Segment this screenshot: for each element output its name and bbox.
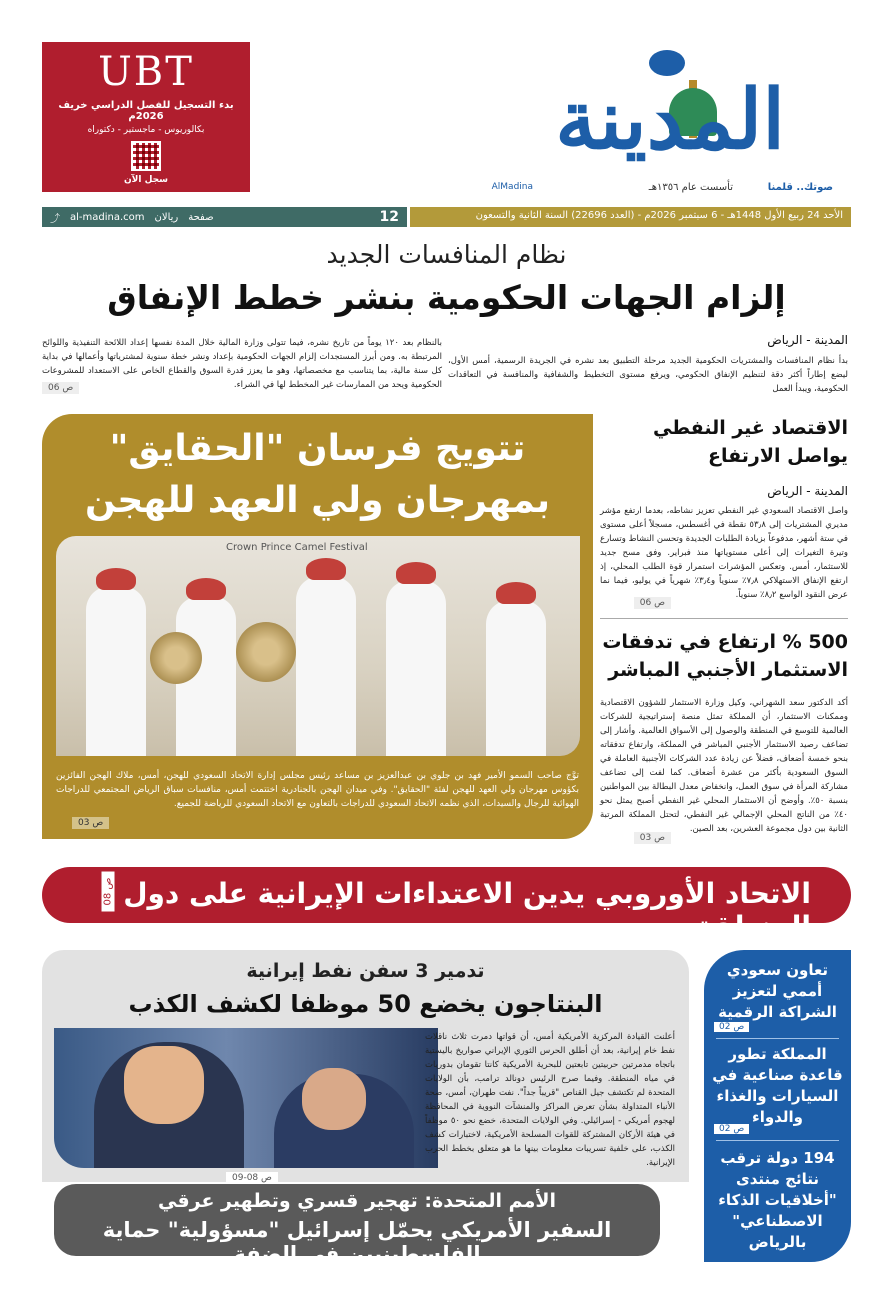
brief-item[interactable]: المملكة تطور قاعدة صناعية في السيارات والغذاء والدواء — [712, 1045, 843, 1126]
iran-body: أعلنت القيادة المركزية الأمريكية أمس، أن قواتها دمرت ثلاث ناقلات نفط خام إيرانية، بعد أن أطلق الحرس الثوري الإيراني صواريخ باليستية باتجاه مدمرتين حربيتين تابعتين للبحرية الأمريكية كانتا تقومان بدوريات في مياه المنطقة. وفيما صرح الرئيس دونالد ترامب، بأن الولايات المتحدة لم تكتشف جيل القناص "قريباً جداً". نفت طهران، أمس، صحة الأنباء المتداولة بشأن تعرض المراكز والمنشآت النووية في المحافظة لهجوم أمريكي - إسرائيلي. وفي الولايات المتحدة، خضع نحو ٥٠ موظفاً في هيئة الأركان المشتركة للقوات المسلحة الأمريكية، لاختبارات كشف الكذب، على خلفية تسريبات معلومات بينها ما هو متعلق بخطط الحرب الإيرانية. — [425, 1032, 675, 1168]
camel-headline-1: تتويج فرسان "الحقايق" — [109, 428, 526, 469]
info-bar — [42, 207, 407, 227]
tagline: صوتك.. قلمنا — [767, 182, 833, 193]
ad-degrees: بكالوريوس - ماجستير - دكتوراه — [87, 125, 205, 135]
person — [486, 600, 546, 756]
share-icon: ⤴ — [50, 213, 60, 225]
lead-column-1: بدأ نظام المنافسات والمشتريات الحكومية الجديد مرحلة التطبيق بعد نشره في الجريدة الرسمية، أمس الأول، ليضع إطاراً أكثر دقة لتنظيم الإنفاق الحكومي، ويرفع مستوى التخطيط والشفافية والمنافسة في التعاقدات الحكومية، ويبدأ العمل — [448, 356, 848, 394]
side1-headline[interactable]: الاقتصاد غير النفطي يواصل الارتفاع — [652, 417, 848, 467]
ubt-advertisement[interactable] — [42, 42, 250, 192]
face — [124, 1046, 204, 1124]
shemagh — [186, 578, 226, 600]
lead-page-ref[interactable]: ص 06 — [42, 382, 79, 394]
newspaper-logo — [465, 40, 835, 190]
shemagh — [96, 568, 136, 590]
un-kicker: الأمم المتحدة: تهجير قسري وتطهير عرقي — [157, 1190, 556, 1212]
camel-page-ref[interactable]: ص 03 — [72, 817, 109, 829]
brief-item[interactable]: تعاون سعودي أممي لتعزيز الشراكة الرقمية — [718, 961, 837, 1021]
iran-kicker: تدمير 3 سفن نفط إيرانية — [246, 960, 485, 982]
shemagh — [496, 582, 536, 604]
trophy-icon — [236, 622, 296, 682]
ad-headline: بدء التسجيل للفصل الدراسي خريف 2026م — [58, 100, 234, 122]
person — [296, 576, 356, 756]
divider — [716, 1038, 839, 1039]
side2-page-ref[interactable]: ص 03 — [634, 832, 671, 844]
festival-banner: Crown Prince Camel Festival — [226, 542, 368, 553]
brief-item[interactable]: 194 دولة ترقب نتائج منتدى "أخلاقيات الذكاء الاصطناعي" بالرياض — [718, 1149, 837, 1251]
divider — [716, 1140, 839, 1141]
pages-label: صفحة — [188, 211, 214, 223]
un-headline: السفير الأمريكي يحمّل إسرائيل "مسؤولية" حماية الفلسطينيين في الضفة — [102, 1218, 612, 1266]
side1-body: واصل الاقتصاد السعودي غير النفطي تعزيز نشاطه، بعدما ارتفع مؤشر مديري المشتريات إلى ٥٣٫٨ نقطة في أغسطس، مسجلاً أعلى مستوى في ستة أشهر، مدفوعاً بزيادة الطلبات الجديدة وتحسن النشاط وتسارع وتيرة التغيرات إلى أعلى مستوياتها منذ فبراير. وفق مسح جديد للاستثمار، أمس. وتعكس المؤشرات استمرار قوة الطلب المحلي، إذ ارتفع الإنفاق الاستهلاكي ٧٫٨٪ سنوياً و٣٫٤٪ شهرياً في يوليو، فيما نما عرض النقود الواسع ٨٫٢٪ سنوياً. — [600, 506, 848, 600]
founded-date: تأسست عام ١٣٥٦هـ — [648, 182, 733, 193]
divider — [600, 618, 848, 619]
shemagh — [306, 558, 346, 580]
dateline: الأحد 24 ربيع الأول 1448هـ - 6 سبتمبر 2026م - (العدد 22696) السنة الثانية والتسعون — [410, 207, 851, 227]
ad-cta: سجل الآن — [124, 175, 168, 185]
side1-page-ref[interactable]: ص 06 — [634, 597, 671, 609]
camel-caption: توَّج صاحب السمو الأمير فهد بن جلوي بن عبدالعزيز بن مساعد رئيس مجلس إدارة الاتحاد السعودي للهجن، أمس، ملاك الهجن الفائزين بكؤوس مهرجان ولي العهد للهجن لفئة "الحقايق". وفي ميدان الهجن بالجنادرية اختتمت أمس، منافسات سباق الرياض المجتمعي للدراجات الهوائية للرجال والسيدات، الذي نظمه الاتحاد السعودي للدراجات بالتعاون مع الاتحاد السعودي للرياضة للجميع. — [56, 771, 579, 809]
lead-headline[interactable]: إلزام الجهات الحكومية بنشر خطط الإنفاق — [107, 278, 786, 317]
iran-page-ref[interactable]: ص 08-09 — [226, 1172, 278, 1184]
brief-page-ref[interactable]: ص 02 — [714, 1124, 749, 1134]
lead-column-2: بالنظام بعد ١٢٠ يوماً من تاريخ نشره، فيما تتولى وزارة المالية خلال المدة نفسها إعداد اللائحة التنفيذية واللوائح المرتبطة به. ومن أبرز المستجدات إلزام الجهات الحكومية بإعداد ونشر خطة سنوية لمشترياتها وأعمالها في بداية كل سنة مالية، بما يتناسب مع مخصصاتها، وهو ما يعزز قدرة السوق والقطاع الخاص على الاستعداد للمشروعات الحكومية ويحد من الممارسات غير المخطط لها في الشراء. — [42, 338, 442, 390]
person — [86, 586, 146, 756]
eu-headline-banner[interactable] — [42, 867, 851, 943]
un-story[interactable] — [54, 1184, 660, 1266]
logo-latin: AlMadina — [491, 182, 533, 192]
pages-count: 12 — [379, 209, 399, 225]
lead-byline: المدينة - الرياض — [767, 333, 848, 347]
side1-byline: المدينة - الرياض — [767, 484, 848, 498]
qr-code-icon — [131, 141, 161, 171]
logo-wordmark: المدينة — [555, 72, 785, 168]
officials-photo — [54, 1028, 438, 1168]
side2-headline[interactable]: 500 % ارتفاع في تدفقات الاستثمار الأجنبي المباشر — [602, 631, 848, 681]
price: ريالان — [154, 211, 179, 223]
lead-kicker: نظام المنافسات الجديد — [326, 240, 567, 269]
trophy-icon — [150, 632, 202, 684]
side2-body: أكد الدكتور سعد الشهراني، وكيل وزارة الاستثمار للشؤون الاقتصادية وممكنات الاستثمار، أن المملكة تمثل منصة إستراتيجية للشركات العالمية للتوسع في المنطقة والوصول إلى الأسواق العالمية. وأشار إلى تضاعف رصيد الاستثمار الأجنبي المباشر في المملكة، وارتفاع تدفقاته بنحو خمسة أضعاف، فضلاً عن زيادة عدد الشركات الأجنبية العاملة في السوق السعودية بأكثر من عشرة أضعاف. كما لفت إلى تضاعف مشاركة المرأة في سوق العمل، وانخفاض معدل البطالة بين المواطنين بنسبة ٥٠٪. وأوضح أن الاستثمار المحلي غير النفطي أصبح يمثل نحو ٤٠٪ من الناتج المحلي الإجمالي غير النفطي، لتحتل المملكة المرتبة الثانية بين دول مجموعة العشرين، بعد الصين. — [600, 698, 848, 834]
camel-festival-photo — [56, 536, 580, 756]
shemagh — [396, 562, 436, 584]
iran-headline: البنتاجون يخضع 50 موظفا لكشف الكذب — [128, 990, 603, 1018]
face — [302, 1068, 366, 1130]
briefs-box — [704, 950, 851, 1262]
website[interactable]: al-madina.com — [70, 211, 145, 223]
brief-page-ref[interactable]: ص 02 — [714, 1022, 749, 1032]
camel-headline-2: بمهرجان ولي العهد للهجن — [85, 480, 550, 521]
iran-story[interactable] — [42, 950, 689, 1182]
camel-festival-story[interactable] — [42, 414, 593, 839]
eu-headline: الاتحاد الأوروبي يدين الاعتداءات الإيرانية على دول المنطقة — [123, 877, 811, 943]
person — [386, 580, 446, 756]
eu-page-ref[interactable]: ص 08 — [102, 871, 115, 911]
ubt-logo: UBT — [98, 49, 194, 95]
